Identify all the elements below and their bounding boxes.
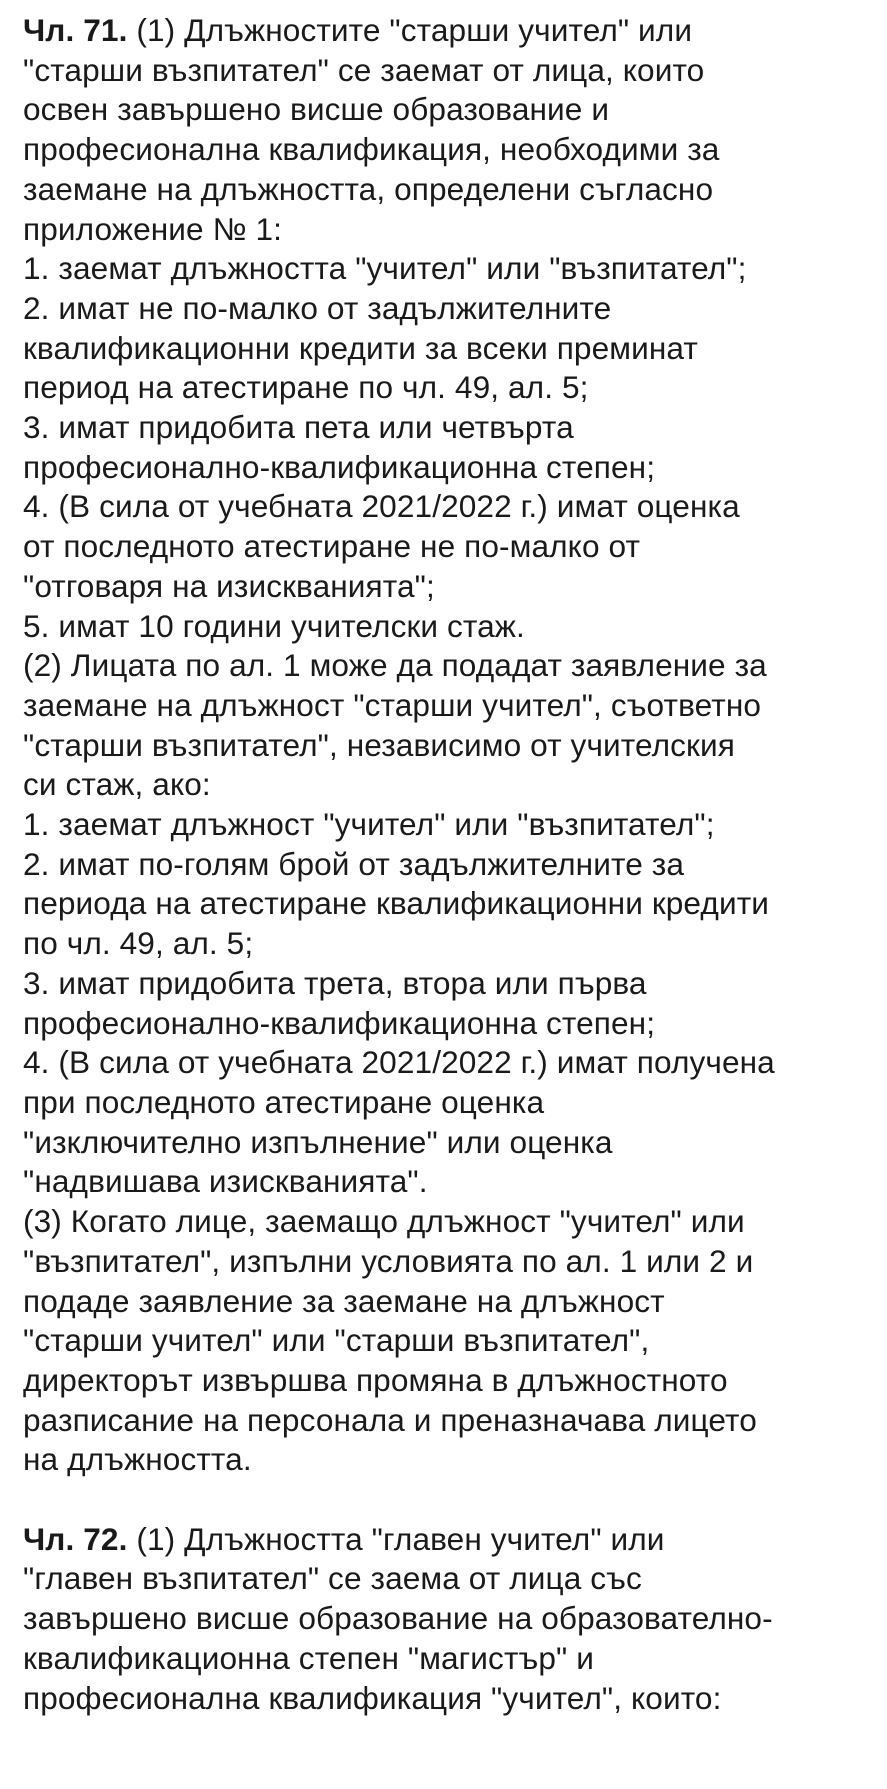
- text-line: [23, 408, 867, 448]
- text-line: [23, 130, 867, 170]
- text-line: [23, 924, 867, 964]
- line-text: "старши възпитател", независимо от учителския: [23, 726, 735, 763]
- line-text: 1. заемат длъжност "учител" или "възпитател";: [23, 806, 715, 843]
- text-line: [23, 1202, 867, 1242]
- text-line: [23, 1679, 867, 1719]
- line-text: на длъжността.: [23, 1441, 252, 1478]
- line-text: 3. имат придобита пета или четвърта: [23, 409, 574, 446]
- article-first-line: [23, 11, 867, 51]
- text-line: [23, 1123, 867, 1163]
- text-line: [23, 1083, 867, 1123]
- line-text: "старши учител" или "старши възпитател",: [23, 1322, 650, 1359]
- line-text: приложение № 1:: [23, 210, 283, 247]
- text-line: [23, 210, 867, 250]
- line-text: 2. имат не по-малко от задължителните: [23, 289, 612, 326]
- line-text: "изключително изпълнение" или оценка: [23, 1123, 613, 1160]
- text-line: [23, 1043, 867, 1083]
- line-text: по чл. 49, ал. 5;: [23, 925, 254, 962]
- line-text: подаде заявление за заемане на длъжност: [23, 1282, 665, 1319]
- line-text: (3) Когато лице, заемащо длъжност "учител" или: [23, 1203, 745, 1240]
- text-line: [23, 646, 867, 686]
- text-line: [23, 805, 867, 845]
- line-text: 2. имат по-голям брой от задължителните за: [23, 845, 685, 882]
- text-line: [23, 1004, 867, 1044]
- text-line: [23, 289, 867, 329]
- line-text: "отговаря на изискванията";: [23, 567, 435, 604]
- text-line: [23, 884, 867, 924]
- text-line: [23, 170, 867, 210]
- line-text: заемане на длъжност "старши учител", съответно: [23, 686, 762, 723]
- text-line: [23, 1639, 867, 1679]
- text-line: [23, 1282, 867, 1322]
- text-line: [23, 726, 867, 766]
- line-text: квалификационни кредити за всеки преминат: [23, 329, 698, 366]
- text-line: [23, 249, 867, 289]
- line-text: професионално-квалификационна степен;: [23, 448, 656, 485]
- text-line: [23, 1321, 867, 1361]
- line-text: квалификационна степен "магистър" и: [23, 1639, 594, 1676]
- line-text: професионална квалификация "учител", които:: [23, 1679, 722, 1716]
- line-text: 3. имат придобита трета, втора или първа: [23, 964, 647, 1001]
- text-line: [23, 1401, 867, 1441]
- text-line: [23, 1599, 867, 1639]
- line-text: "надвишава изискванията".: [23, 1163, 428, 1200]
- line-text: "главен възпитател" се заема от лица със: [23, 1560, 642, 1597]
- line-text: директорът извършва промяна в длъжностното: [23, 1361, 728, 1398]
- text-line: [23, 765, 867, 805]
- line-text: 4. (В сила от учебната 2021/2022 г.) имат оценка: [23, 488, 740, 525]
- article-first-line: [23, 1520, 867, 1560]
- line-text: при последното атестиране оценка: [23, 1083, 545, 1120]
- text-line: [23, 686, 867, 726]
- line-text: (1) Длъжността "главен учител" или: [127, 1520, 665, 1557]
- line-text: "възпитател", изпълни условията по ал. 1 или 2 и: [23, 1242, 754, 1279]
- line-text: (1) Длъжностите "старши учител" или: [127, 12, 693, 48]
- text-line: [23, 448, 867, 488]
- line-text: заемане на длъжността, определени съгласно: [23, 170, 714, 207]
- text-line: [23, 527, 867, 567]
- line-text: професионално-квалификационна степен;: [23, 1004, 656, 1041]
- text-line: [23, 368, 867, 408]
- line-text: периода на атестиране квалификационни кредити: [23, 885, 770, 922]
- line-text: завършено висше образование на образователно-: [23, 1600, 773, 1637]
- line-text: 5. имат 10 години учителски стаж.: [23, 607, 525, 644]
- article-heading: Чл. 71.: [23, 12, 128, 48]
- line-text: "старши възпитател" се заемат от лица, които: [23, 51, 705, 88]
- text-line: [23, 329, 867, 369]
- text-line: [23, 845, 867, 885]
- article-list: [23, 11, 867, 1718]
- text-line: [23, 567, 867, 607]
- line-text: 1. заемат длъжността "учител" или "възпитател";: [23, 250, 747, 287]
- text-line: [23, 1162, 867, 1202]
- text-line: [23, 487, 867, 527]
- line-text: си стаж, ако:: [23, 766, 211, 803]
- text-line: [23, 1361, 867, 1401]
- text-line: [23, 607, 867, 647]
- text-line: [23, 1440, 867, 1480]
- line-text: от последното атестиране не по-малко от: [23, 528, 641, 565]
- line-text: професионална квалификация, необходими за: [23, 131, 720, 168]
- line-text: освен завършено висше образование и: [23, 91, 610, 128]
- article-block: [23, 11, 867, 1480]
- article-block: [23, 1520, 867, 1719]
- line-text: период на атестиране по чл. 49, ал. 5;: [23, 369, 589, 406]
- line-text: разписание на персонала и преназначава лицето: [23, 1401, 757, 1438]
- article-heading: Чл. 72.: [23, 1520, 128, 1557]
- text-line: [23, 51, 867, 91]
- text-line: [23, 1559, 867, 1599]
- line-text: (2) Лицата по ал. 1 може да подадат заявление за: [23, 647, 767, 684]
- line-text: 4. (В сила от учебната 2021/2022 г.) имат получена: [23, 1044, 775, 1081]
- text-line: [23, 1242, 867, 1282]
- text-line: [23, 90, 867, 130]
- text-line: [23, 964, 867, 1004]
